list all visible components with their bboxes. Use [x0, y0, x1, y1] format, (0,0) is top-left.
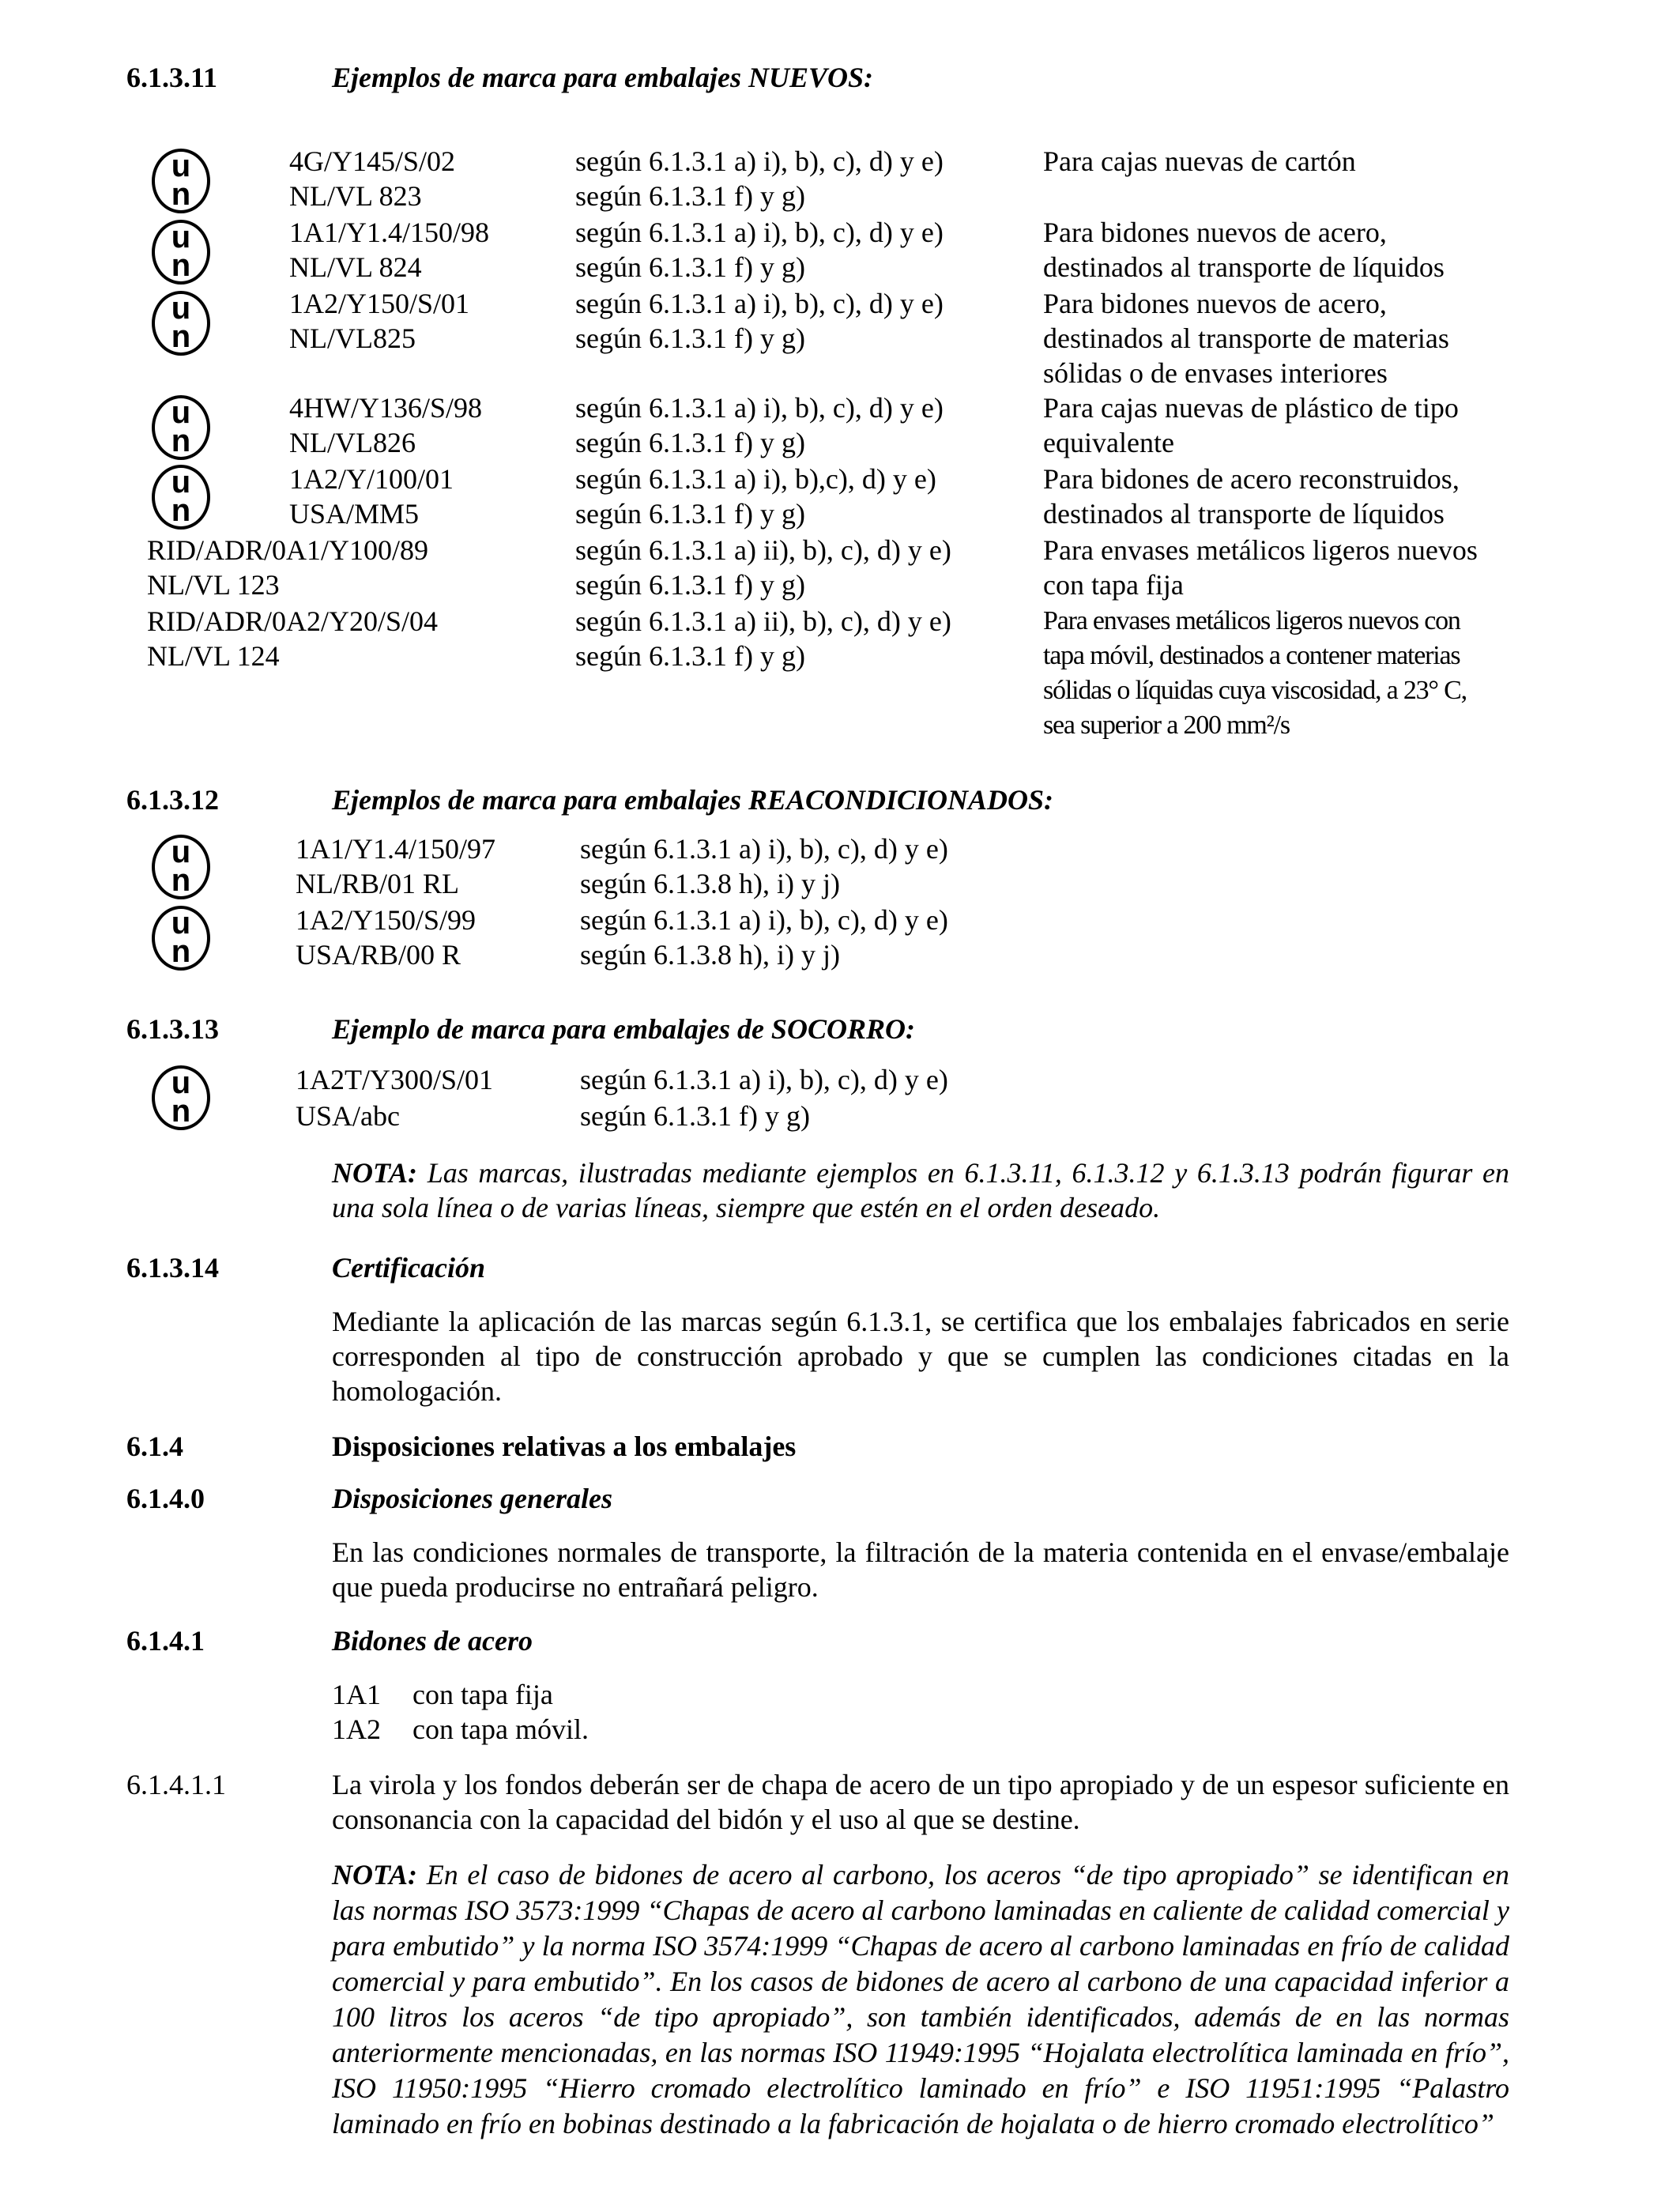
mark-reference: según 6.1.3.1 a) i), b), c), d) y e): [575, 392, 944, 424]
mark-code: NL/VL 124: [147, 640, 280, 672]
section-title: Bidones de acero: [332, 1625, 533, 1657]
section-number: 6.1.4.0: [126, 1483, 205, 1514]
mark-reference: según 6.1.3.1 f) y g): [575, 427, 805, 458]
section-number: 6.1.4: [126, 1431, 183, 1462]
list-item-code: 1A1: [332, 1679, 381, 1710]
mark-code: RID/ADR/0A1/Y100/89: [147, 534, 429, 566]
mark-description: destinados al transporte de líquidos: [1043, 498, 1445, 530]
list-item-text: con tapa móvil.: [412, 1713, 589, 1745]
section-title: Ejemplos de marca para embalajes NUEVOS:: [332, 62, 873, 93]
un-symbol-icon: u n: [152, 906, 210, 971]
mark-reference: según 6.1.3.1 f) y g): [575, 640, 805, 672]
body-paragraph: En las condiciones normales de transporte, la filtración de la materia contenida en el envase/embalaje que pueda producirse no entrañará peligro.: [332, 1536, 1509, 1603]
body-paragraph: La virola y los fondos deberán ser de chapa de acero de un tipo apropiado y de un espesor suficiente en consonancia con la capacidad del bidón y el uso al que se destine.: [332, 1769, 1509, 1835]
mark-reference: según 6.1.3.8 h), i) y j): [580, 939, 840, 971]
list-item-code: 1A2: [332, 1713, 381, 1745]
mark-reference: según 6.1.3.1 a) i), b), c), d) y e): [580, 833, 948, 865]
mark-code: 4HW/Y136/S/98: [289, 392, 483, 424]
mark-description: sea superior a 200 mm²/s: [1043, 711, 1290, 740]
mark-reference: según 6.1.3.1 a) i), b), c), d) y e): [580, 1064, 948, 1095]
note-paragraph: NOTA: Las marcas, ilustradas mediante ejemplos en 6.1.3.11, 6.1.3.12 y 6.1.3.13 podrán figurar en una sola línea o de varias líneas, siempre que estén en el orden deseado.: [332, 1157, 1509, 1223]
list-item-text: con tapa fija: [412, 1679, 553, 1710]
mark-code: 1A2/Y/100/01: [289, 463, 454, 495]
un-symbol-icon: u n: [152, 291, 210, 356]
mark-reference: según 6.1.3.1 a) ii), b), c), d) y e): [575, 605, 951, 637]
mark-reference: según 6.1.3.1 a) i), b),c), d) y e): [575, 463, 936, 495]
mark-code: 1A1/Y1.4/150/98: [289, 217, 490, 248]
mark-reference: según 6.1.3.1 f) y g): [575, 251, 805, 283]
mark-code: 4G/Y145/S/02: [289, 145, 456, 177]
mark-reference: según 6.1.3.1 a) i), b), c), d) y e): [575, 288, 944, 319]
section-title: Ejemplo de marca para embalajes de SOCORRO:: [332, 1013, 915, 1045]
mark-code: USA/RB/00 R: [296, 939, 461, 971]
mark-code: 1A2/Y150/S/01: [289, 288, 470, 319]
mark-description: destinados al transporte de líquidos: [1043, 251, 1445, 283]
mark-reference: según 6.1.3.1 f) y g): [575, 180, 805, 212]
mark-code: USA/MM5: [289, 498, 420, 530]
un-symbol-icon: u n: [152, 149, 210, 213]
body-paragraph: Mediante la aplicación de las marcas según 6.1.3.1, se certifica que los embalajes fabricados en serie corresponden al tipo de construcción aprobado y que se cumplen las condiciones citadas en la homologación.: [332, 1306, 1509, 1407]
un-symbol-icon: u n: [152, 395, 210, 460]
mark-description: Para envases metálicos ligeros nuevos: [1043, 534, 1478, 566]
mark-description: equivalente: [1043, 427, 1174, 458]
mark-description: Para bidones nuevos de acero,: [1043, 217, 1387, 248]
un-symbol-icon: u n: [152, 1065, 210, 1130]
section-title: Disposiciones generales: [332, 1483, 612, 1514]
mark-description: sólidas o líquidas cuya viscosidad, a 23° C,: [1043, 676, 1467, 705]
mark-code: NL/VL 824: [289, 251, 422, 283]
un-symbol-icon: u n: [152, 465, 210, 530]
section-number: 6.1.4.1: [126, 1625, 205, 1657]
section-title: Ejemplos de marca para embalajes REACONDICIONADOS:: [332, 784, 1054, 816]
section-number: 6.1.3.14: [126, 1252, 219, 1284]
mark-description: Para cajas nuevas de cartón: [1043, 145, 1356, 177]
mark-code: 1A2/Y150/S/99: [296, 904, 477, 936]
mark-code: NL/VL 823: [289, 180, 422, 212]
mark-reference: según 6.1.3.1 f) y g): [575, 569, 805, 601]
mark-code: USA/abc: [296, 1100, 400, 1132]
mark-description: Para cajas nuevas de plástico de tipo: [1043, 392, 1459, 424]
mark-reference: según 6.1.3.8 h), i) y j): [580, 868, 840, 899]
mark-code: NL/VL826: [289, 427, 416, 458]
mark-reference: según 6.1.3.1 a) i), b), c), d) y e): [575, 217, 944, 248]
mark-code: NL/VL825: [289, 322, 416, 354]
section-number: 6.1.3.12: [126, 784, 219, 816]
mark-reference: según 6.1.3.1 a) i), b), c), d) y e): [580, 904, 948, 936]
mark-code: 1A2T/Y300/S/01: [296, 1064, 494, 1095]
section-number: 6.1.3.11: [126, 62, 218, 93]
section-number: 6.1.3.13: [126, 1013, 219, 1045]
mark-description: Para envases metálicos ligeros nuevos con: [1043, 606, 1460, 635]
mark-reference: según 6.1.3.1 a) ii), b), c), d) y e): [575, 534, 951, 566]
mark-code: 1A1/Y1.4/150/97: [296, 833, 496, 865]
mark-description: con tapa fija: [1043, 569, 1184, 601]
mark-description: Para bidones de acero reconstruidos,: [1043, 463, 1460, 495]
mark-reference: según 6.1.3.1 a) i), b), c), d) y e): [575, 145, 944, 177]
mark-code: NL/VL 123: [147, 569, 280, 601]
mark-description: sólidas o de envases interiores: [1043, 357, 1388, 389]
mark-reference: según 6.1.3.1 f) y g): [580, 1100, 810, 1132]
mark-description: Para bidones nuevos de acero,: [1043, 288, 1387, 319]
mark-reference: según 6.1.3.1 f) y g): [575, 322, 805, 354]
note-paragraph: NOTA: En el caso de bidones de acero al carbono, los aceros “de tipo apropiado” se identifican en las normas ISO 3573:1999 “Chapas de acero al carbono laminadas en caliente de calidad comercial y para embutido” y la norma ISO 3574:1999 “Chapas de acero al carbono laminadas en frío de calidad comercial y para embutido”. En los casos de bidones de acero al carbono de una capacidad inferior a 100 litros los aceros “de tipo apropiado”, son también identificados, además de en las normas anteriormente mencionadas, en las normas ISO 11949:1995 “Hojalata electrolítica laminada en frío”, ISO 11950:1995 “Hierro cromado electrolítico laminado en frío” e ISO 11951:1995 “Palastro laminado en frío en bobinas destinado a la fabricación de hojalata o de hierro cromado electrolítico”: [332, 1859, 1509, 2139]
un-symbol-icon: u n: [152, 835, 210, 899]
section-number: 6.1.4.1.1: [126, 1769, 226, 1800]
mark-reference: según 6.1.3.1 f) y g): [575, 498, 805, 530]
section-title: Disposiciones relativas a los embalajes: [332, 1431, 797, 1462]
mark-code: NL/RB/01 RL: [296, 868, 460, 899]
mark-description: tapa móvil, destinados a contener materias: [1043, 641, 1460, 670]
mark-description: destinados al transporte de materias: [1043, 322, 1449, 354]
mark-code: RID/ADR/0A2/Y20/S/04: [147, 605, 439, 637]
section-title: Certificación: [332, 1252, 485, 1284]
un-symbol-icon: u n: [152, 220, 210, 285]
